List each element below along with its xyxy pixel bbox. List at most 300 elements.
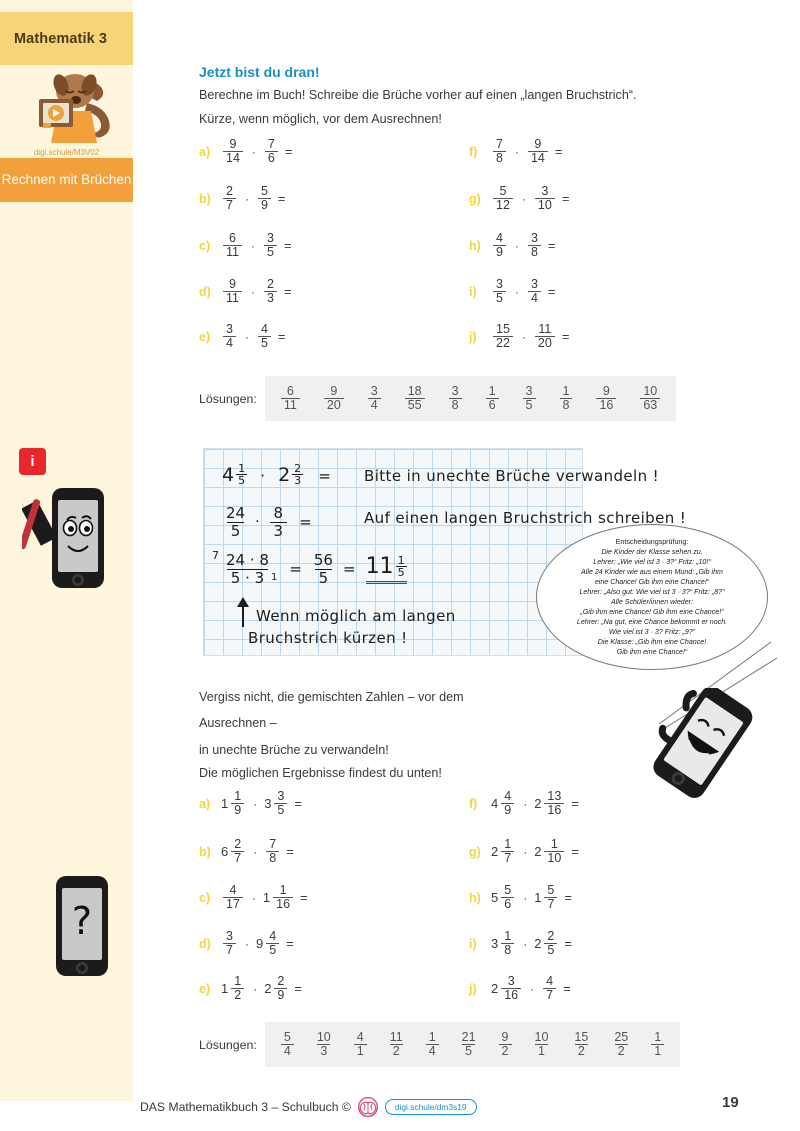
exercise2-row-b [199,838,294,865]
equals-sign: = [286,936,294,952]
fraction-denominator: 12 [493,198,513,212]
worked-note-2: Auf einen langen Bruchstrich schreiben ! [364,509,687,527]
fraction-denominator: 16 [501,988,521,1002]
equals-sign: = [547,284,556,300]
fraction [281,385,300,412]
fraction-numerator: 5 [283,1030,291,1044]
fraction [499,1031,512,1058]
multiplication-operator: · [514,238,519,253]
footer-text: DAS Mathematikbuch 3 – Schulbuch © [140,1100,351,1114]
fraction-numerator: 11 [389,1030,403,1044]
fraction-denominator: 5 [264,245,277,259]
mixed-number [221,790,246,817]
fraction-numerator: 2 [547,929,555,943]
multiplication-operator: · [514,144,519,159]
worked-bottom-note-2: Bruchstrich kürzen ! [248,629,408,647]
fraction [354,1031,367,1058]
mixed-number [491,790,516,817]
mixed-whole: 6 [221,844,229,860]
mixed-whole: 5 [491,890,499,906]
upward-arrow-icon [234,595,252,629]
exercise1-row-f [469,138,562,165]
exercise-label: e) [199,981,211,996]
fraction [532,1031,552,1058]
fraction [611,1031,631,1058]
solution-fraction [352,1031,369,1058]
footer-content [140,1096,477,1118]
fraction [324,385,344,412]
fraction-denominator: 5 [274,803,287,817]
we-l3-den: 5 · 3 [227,569,268,587]
fraction-numerator: 3 [226,929,233,943]
multiplication-operator: · [521,329,526,344]
fraction [223,323,236,350]
joke-line: Gib ihm eine Chance!“ [616,648,688,657]
fraction [387,1031,406,1058]
equals-sign: = [571,844,579,860]
exercise2-row-c [199,884,308,911]
fraction [486,385,499,412]
fraction-numerator: 9 [501,1030,509,1044]
multiplication-operator: · [253,796,258,811]
fraction [459,1031,479,1058]
fraction-denominator: 7 [543,988,556,1002]
fraction-denominator: 9 [274,988,287,1002]
we-m1-num: 1 [238,462,246,475]
we-l3-res-num: 56 [313,551,333,569]
fraction-numerator: 3 [530,231,538,245]
fraction-denominator: 2 [231,988,244,1002]
exercise1-row-e [199,323,286,350]
fraction-denominator: 4 [368,398,381,412]
fraction-numerator: 6 [286,384,294,398]
multiplication-operator: · [523,844,528,859]
fraction [528,278,541,305]
fraction [231,838,244,865]
fraction-numerator: 4 [546,974,554,988]
mixed-whole: 4 [491,796,499,812]
joke-line: Entscheidungsprüfung: [615,537,689,546]
exercise-label: i) [469,936,477,951]
we-l3-num: 24 · 8 [226,551,269,569]
fraction-denominator: 3 [317,1044,330,1058]
fraction [274,790,287,817]
fraction-denominator: 10 [544,851,564,865]
solution-fraction [366,385,383,412]
fraction-numerator: 2 [226,184,233,198]
equals-sign: = [283,284,292,300]
worked-line-2-left [226,505,312,539]
book-title: Mathematik 3 [14,30,108,47]
mixed-number [221,884,245,911]
fraction [265,138,278,165]
fraction [544,838,564,865]
fraction-denominator: 1 [651,1044,664,1058]
exercise2-row-j [469,975,571,1002]
fraction-denominator: 2 [575,1044,588,1058]
equals-sign: = [283,238,292,254]
question-phone-icon-wrap [52,872,112,987]
mixed-number [263,884,295,911]
exercise1-row-b [199,185,286,212]
fraction [535,323,555,350]
fraction-denominator: 6 [265,151,278,165]
solution-fraction [385,1031,408,1058]
fraction-numerator: 1 [504,929,512,943]
fraction-denominator: 7 [223,198,236,212]
fraction [493,278,506,305]
fraction [273,884,293,911]
solution-fraction [530,1031,554,1058]
mixed-number [491,884,516,911]
fraction-numerator: 4 [260,322,268,336]
fraction [264,278,277,305]
fraction-denominator: 2 [390,1044,403,1058]
fraction-numerator: 4 [496,231,503,245]
fraction-numerator: 3 [277,789,285,803]
exercise-label: d) [199,936,211,951]
worked-line-1-left [222,463,331,486]
solution-fraction [484,385,501,412]
rail-footer-fill [0,1073,133,1101]
fraction [493,323,513,350]
multiplication-operator: · [244,329,249,344]
exercise-label: c) [199,238,211,253]
exercise-label: j) [469,329,477,344]
fraction-numerator: 4 [504,789,512,803]
fraction-numerator: 1 [550,837,558,851]
fraction-numerator: 7 [269,837,277,851]
we-op-1: · [260,466,265,485]
fraction-numerator: 1 [279,883,287,897]
mixed-number [221,930,238,957]
fraction-numerator: 15 [574,1030,589,1044]
mixed-number [491,930,516,957]
solutions-box-2 [265,1022,680,1067]
fraction [501,975,521,1002]
mixed-whole: 2 [264,981,272,997]
exercise-label: c) [199,890,211,905]
fraction [223,884,243,911]
digi-schule-link[interactable]: digi.schule/dm3s19 [385,1099,477,1115]
exercise2-row-i [469,930,572,957]
fraction [640,385,660,412]
fraction [544,790,564,817]
fraction-denominator: 10 [535,198,555,212]
exercise1-row-a [199,138,292,165]
pointer-phone-mascot [22,480,114,605]
fraction-denominator: 6 [501,897,514,911]
fraction-denominator: 8 [266,851,279,865]
we-cancel-left: 7 [212,549,219,562]
mixed-whole: 2 [491,981,499,997]
fraction-denominator: 4 [528,291,541,305]
fraction [501,930,514,957]
fraction-numerator: 4 [356,1030,364,1044]
we-eq-1: = [318,466,331,485]
solutions-label-1: Lösungen: [199,391,257,406]
mixed-whole: 2 [534,796,542,812]
fraction-denominator: 8 [493,151,506,165]
we-eq-4: = [342,560,356,578]
we-m2-den: 3 [294,474,302,487]
exercise-label: h) [469,890,481,905]
fraction-denominator: 7 [544,897,557,911]
intro-line-2: Kürze, wenn möglich, vor dem Ausrechnen! [199,112,442,126]
equals-sign: = [571,796,579,812]
fraction-denominator: 5 [462,1044,475,1058]
equals-sign: = [547,238,556,254]
fraction [560,385,573,412]
fraction-numerator: 3 [370,384,378,398]
fraction [426,1031,439,1058]
mixed-whole: 1 [221,796,229,812]
equals-sign: = [294,796,302,812]
worked-bottom-note-1: Wenn möglich am langen [256,607,456,625]
multiplication-operator: · [530,981,535,996]
fraction-numerator: 3 [266,231,274,245]
exercise-label: g) [469,844,481,859]
solution-fraction [312,1031,336,1058]
smartphone-laughing-mascot-icon [645,688,763,800]
we-eq-2: = [299,513,312,531]
multiplication-operator: · [521,191,526,206]
mixed-whole: 2 [534,844,542,860]
multiplication-operator: · [523,890,528,905]
fraction-denominator: 7 [231,851,244,865]
fraction-numerator: 5 [504,883,512,897]
fraction-denominator: 16 [273,897,293,911]
mixed-number [534,838,566,865]
exercise-label: a) [199,796,211,811]
fraction-denominator: 7 [223,943,236,957]
fraction-numerator: 9 [602,384,610,398]
solution-fraction [279,1031,296,1058]
fraction-numerator: 3 [226,322,233,336]
fraction-numerator: 4 [229,883,237,897]
solution-fraction [447,385,464,412]
dog-with-video-player-icon [19,69,115,151]
exercise-label: a) [199,144,211,159]
fraction-denominator: 20 [324,398,344,412]
mixed-number [491,838,516,865]
fraction-numerator: 18 [407,384,422,398]
fraction-numerator: 3 [507,974,515,988]
solution-fraction [594,385,618,412]
fraction [314,1031,334,1058]
fraction-numerator: 2 [277,974,285,988]
solution-fraction [424,1031,441,1058]
we-l3-res-den: 5 [315,569,333,587]
multiplication-operator: · [523,796,528,811]
fraction [281,1031,294,1058]
fraction-numerator: 9 [534,137,542,151]
solutions-box-1 [265,376,676,421]
fraction [493,232,506,259]
fraction-denominator: 8 [449,398,462,412]
solutions-label-2: Lösungen: [199,1037,257,1052]
exercise-label: h) [469,238,481,253]
we-cancel-right: 1 [270,571,278,583]
mixed-whole: 2 [491,844,499,860]
solution-fraction [558,385,575,412]
fraction-numerator: 11 [538,322,552,336]
fraction [266,930,279,957]
solution-fraction [638,385,662,412]
multiplication-operator: · [253,981,258,996]
fraction-numerator: 1 [562,384,570,398]
exercise1-row-h [469,232,556,259]
exercise1-row-d [199,278,292,305]
equals-sign: = [294,981,302,997]
intro-line-1: Berechne im Buch! Schreibe die Brüche vorher auf einen „langen Bruchstrich“. [199,88,637,102]
dog-mascot [0,65,133,155]
fraction-numerator: 2 [266,277,274,291]
fraction [493,185,513,212]
sidebar-header-band [0,12,133,65]
fraction [223,232,242,259]
equals-sign: = [561,329,570,345]
exercise2-row-f [469,790,579,817]
mixed-whole: 1 [534,890,542,906]
multiplication-operator: · [250,238,255,253]
fraction-numerator: 1 [234,974,242,988]
multiplication-operator: · [244,936,249,951]
fraction [266,838,279,865]
info-badge: i [19,448,46,475]
solutions-row-2 [199,1022,680,1067]
middle-text-line-3: in unechte Brüche zu verwandeln! [199,743,389,757]
multiplication-operator: · [250,284,255,299]
multiplication-operator: · [251,144,256,159]
fraction [651,1031,664,1058]
equals-sign: = [564,936,572,952]
exercise-label: f) [469,796,478,811]
fraction [405,385,425,412]
exercise-label: g) [469,191,481,206]
fraction-numerator: 5 [547,883,555,897]
fraction-denominator: 8 [560,398,573,412]
joke-line: Lehrer: „Na gut, eine Chance bekommt er noch. [576,618,728,627]
fraction [528,232,541,259]
fraction [223,278,242,305]
multiplication-operator: · [251,890,256,905]
fraction-numerator: 1 [488,384,496,398]
joke-line: Die Kinder der Klasse sehen zu. [601,547,703,556]
fraction [449,385,462,412]
fraction-denominator: 63 [640,398,660,412]
exercise-label: i) [469,284,477,299]
middle-text-line-2: Ausrechnen – [199,716,277,730]
fraction-numerator: 5 [260,184,268,198]
multiplication-operator: · [244,191,249,206]
fraction [501,838,514,865]
fraction [258,185,271,212]
mixed-number [264,975,289,1002]
joke-speech-bubble [536,524,768,670]
fraction [231,975,244,1002]
fraction-denominator: 14 [223,151,243,165]
fraction-denominator: 11 [223,245,242,259]
fraction-numerator: 4 [269,929,277,943]
fraction-denominator: 14 [528,151,548,165]
fraction-denominator: 5 [493,291,506,305]
equals-sign: = [554,144,563,160]
worked-line-3 [226,552,407,586]
fraction-numerator: 15 [496,322,510,336]
mixed-number [491,975,523,1002]
fraction-denominator: 11 [281,398,300,412]
fraction [264,232,277,259]
mixed-number [534,930,559,957]
solution-fraction [497,1031,514,1058]
mixed-whole: 9 [255,936,264,952]
fraction-denominator: 11 [223,291,242,305]
fraction-numerator: 9 [330,384,338,398]
mixed-number [256,930,281,957]
video-code-label: digi.schule/M3V02 [33,148,100,157]
we-final-num: 1 [397,554,405,567]
laughing-phone-mascot [645,688,763,805]
fraction-numerator: 5 [499,184,507,198]
fraction [223,138,243,165]
fraction-numerator: 1 [504,837,512,851]
brain-logo-icon [357,1096,379,1118]
we-m1-den: 5 [238,474,246,487]
solution-fraction [649,1031,666,1058]
exercise2-row-h [469,884,572,911]
mixed-whole: 3 [491,936,499,952]
we-op-2: · [255,514,260,530]
mixed-whole: 2 [534,936,542,952]
we-l2-f1-den: 5 [227,522,245,540]
fraction-denominator: 9 [231,803,244,817]
fraction-numerator: 1 [654,1030,662,1044]
fraction-denominator: 8 [501,943,514,957]
fraction-denominator: 5 [523,398,536,412]
fraction-numerator: 1 [428,1030,436,1044]
solution-fraction [322,385,346,412]
we-final-whole: 11 [365,554,394,579]
fraction [368,385,381,412]
middle-text-line-1: Vergiss nicht, die gemischten Zahlen – vor dem [199,690,464,704]
multiplication-operator: · [523,936,528,951]
page-number: 19 [722,1094,739,1111]
mixed-whole: 1 [221,981,229,997]
joke-line: Alle 24 Kinder wie aus einem Mund: „Gib ihm [581,567,723,576]
mixed-number [221,838,246,865]
fraction-numerator: 10 [534,1030,549,1044]
svg-text:?: ? [71,899,93,943]
equals-sign: = [277,329,286,345]
fraction [535,185,555,212]
equals-sign: = [284,144,293,160]
solutions-row-1 [199,376,676,421]
fraction-denominator: 7 [501,851,514,865]
multiplication-operator: · [253,844,258,859]
joke-text [577,537,727,658]
exercise-label: f) [469,144,478,159]
exercise2-row-a [199,790,302,817]
we-eq-3: = [289,560,302,578]
fraction-numerator: 6 [229,231,236,245]
topic-label: Rechnen mit Brüchen [1,171,132,187]
fraction-denominator: 16 [544,803,564,817]
fraction [544,930,557,957]
fraction-numerator: 1 [234,789,242,803]
fraction [223,185,236,212]
fraction [258,323,271,350]
